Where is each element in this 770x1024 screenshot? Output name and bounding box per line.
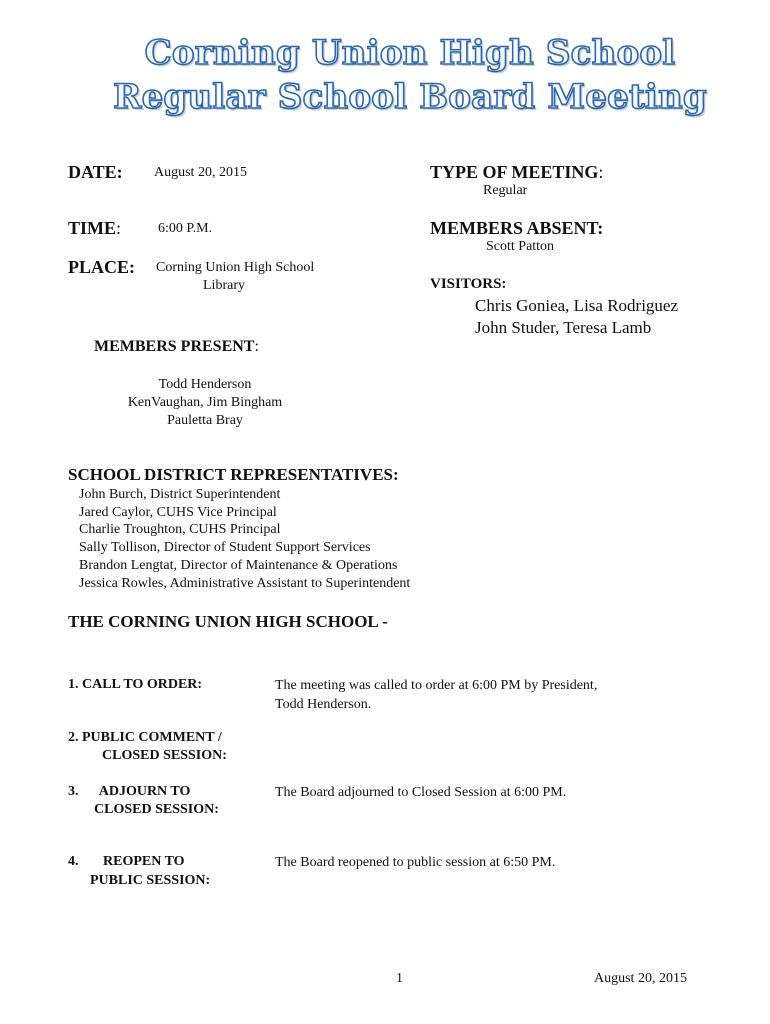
document-title-line2: Regular School Board Meeting	[113, 77, 707, 117]
members-present-colon: :	[254, 338, 259, 355]
member-name: Todd Henderson	[158, 377, 252, 392]
agenda-item-label: 3. ADJOURN TO	[68, 784, 191, 799]
agenda-item-label: CLOSED SESSION:	[94, 802, 219, 817]
meeting-type-value: Regular	[483, 183, 528, 198]
place-value-line1: Corning Union High School	[156, 260, 315, 275]
member-name: KenVaughan, Jim Bingham	[127, 395, 283, 410]
district-rep: Jessica Rowles, Administrative Assistant to Superintendent	[79, 575, 411, 591]
agenda-item-label: CLOSED SESSION:	[102, 748, 227, 763]
members-absent-value: Scott Patton	[486, 239, 555, 254]
meeting-type-colon: :	[598, 162, 604, 182]
members-present-label: MEMBERS PRESENT	[94, 338, 255, 355]
district-reps-list	[79, 486, 410, 592]
place-value-line2: Library	[203, 278, 245, 293]
agenda-item-text: The Board reopened to public session at 6:50 PM.	[275, 855, 556, 870]
members-absent-label: MEMBERS ABSENT:	[430, 218, 604, 238]
agenda-item-text: The Board adjourned to Closed Session at 6:00 PM.	[275, 785, 567, 800]
footer-date: August 20, 2015	[594, 971, 687, 986]
time-value: 6:00 P.M.	[158, 221, 213, 236]
place-label: PLACE:	[68, 257, 135, 277]
visitors-line2: John Studer, Teresa Lamb	[475, 318, 652, 337]
agenda-item-label: PUBLIC SESSION:	[90, 873, 211, 888]
date-label: DATE:	[68, 162, 123, 182]
agenda-item-label: 4. REOPEN TO	[68, 854, 185, 869]
member-name: Pauletta Bray	[167, 413, 243, 428]
meeting-type-label-group	[430, 162, 603, 183]
agenda-item-label: 2. PUBLIC COMMENT /	[68, 730, 222, 745]
district-rep: Sally Tollison, Director of Student Support Services	[79, 540, 371, 556]
members-present-list	[105, 376, 305, 430]
time-label: TIME	[68, 218, 117, 238]
page-number: 1	[396, 971, 403, 986]
district-rep: Jared Caylor, CUHS Vice Principal	[79, 504, 277, 520]
time-label-colon: :	[116, 218, 122, 238]
date-value: August 20, 2015	[154, 165, 247, 180]
visitors-label: VISITORS:	[430, 276, 507, 292]
section-heading: THE CORNING UNION HIGH SCHOOL -	[68, 612, 388, 631]
visitors-line1: Chris Goniea, Lisa Rodriguez	[475, 296, 679, 315]
agenda-item-label: 1. CALL TO ORDER:	[68, 677, 203, 692]
time-label-group	[68, 218, 121, 239]
document-title-line1: Corning Union High School	[144, 33, 676, 73]
district-rep: John Burch, District Superintendent	[79, 487, 281, 502]
agenda-item-text: Todd Henderson.	[275, 697, 372, 712]
district-rep: Brandon Lengtat, Director of Maintenance & Operations	[79, 557, 398, 573]
agenda-item-text: The meeting was called to order at 6:00 PM by President,	[275, 678, 598, 693]
district-rep: Charlie Troughton, CUHS Principal	[79, 522, 281, 538]
members-present-label-group	[94, 338, 259, 356]
district-reps-label: SCHOOL DISTRICT REPRESENTATIVES:	[68, 465, 399, 484]
meeting-type-label: TYPE OF MEETING	[430, 162, 599, 182]
